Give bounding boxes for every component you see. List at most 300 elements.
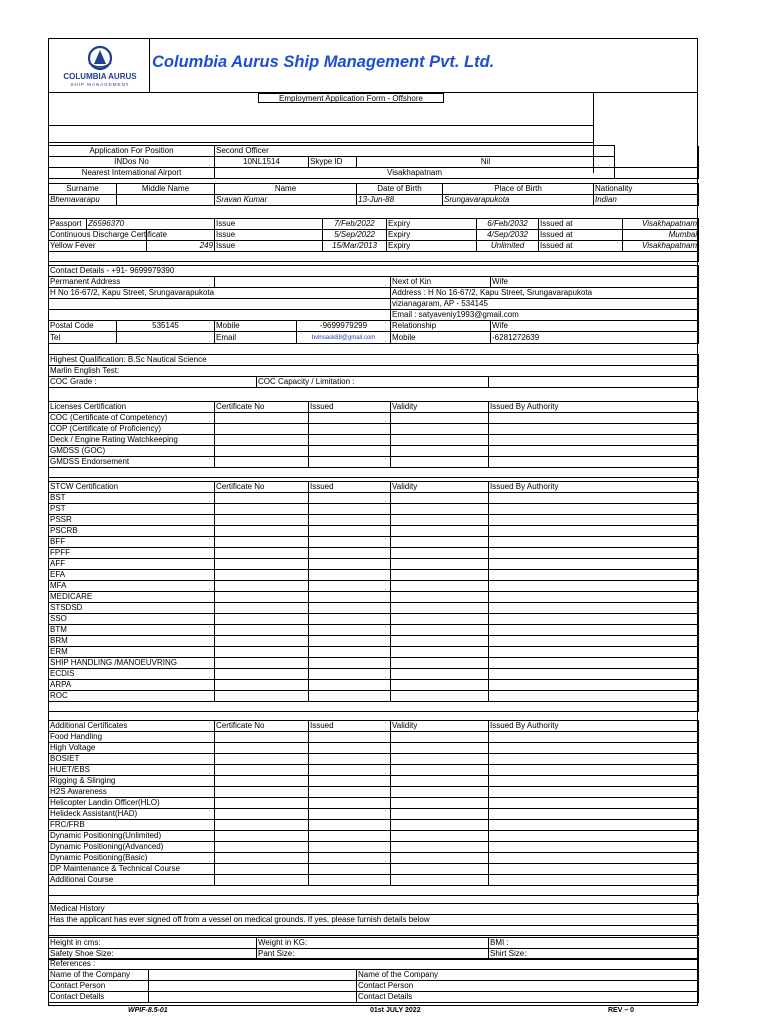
cert-row — [49, 842, 699, 853]
cert-cell — [215, 853, 309, 864]
cert-cell — [489, 614, 699, 625]
cert-cell — [489, 457, 699, 468]
cert-row — [49, 424, 699, 435]
cert-cell — [489, 743, 699, 754]
rule — [48, 125, 593, 126]
cert-cell — [215, 864, 309, 875]
cert-cell — [215, 424, 309, 435]
cert-row — [49, 798, 699, 809]
form-revision: REV – 0 — [608, 1007, 635, 1014]
cert-cell — [309, 875, 391, 886]
expiry-date: 4/Sep/2032 — [477, 230, 539, 241]
email-value: bvlnsask88@gmail.com — [311, 335, 376, 341]
coc-capacity: COC Capacity / Limitation : — [257, 377, 489, 388]
cert-cell — [215, 831, 309, 842]
cert-cell — [309, 658, 391, 669]
cert-cell — [215, 625, 309, 636]
blank-cell — [49, 468, 699, 478]
cert-cell — [391, 820, 489, 831]
cert-cell — [391, 776, 489, 787]
mobile-label: Mobile — [215, 321, 297, 332]
cert-cell — [215, 636, 309, 647]
cert-cell — [309, 809, 391, 820]
cert-name: ECDIS — [49, 669, 215, 680]
medical-history-title: Medical History — [49, 904, 699, 915]
cert-cell — [215, 743, 309, 754]
cert-cell — [309, 457, 391, 468]
cert-cell — [309, 680, 391, 691]
blank-cell — [489, 377, 699, 388]
email-label: Email — [215, 332, 297, 344]
cert-cell — [489, 820, 699, 831]
cert-name: DP Maintenance & Technical Course — [49, 864, 215, 875]
cert-cell — [215, 548, 309, 559]
logo-subtext: SHIP MANAGEMENT — [70, 82, 130, 87]
cert-cell — [391, 493, 489, 504]
document-number: Z6596370 — [87, 219, 215, 230]
expiry-label: Expiry — [387, 219, 477, 230]
cert-name: SHIP HANDLING /MANOEUVRING — [49, 658, 215, 669]
cert-row — [49, 732, 699, 743]
cert-row — [49, 853, 699, 864]
cert-name: ERM — [49, 647, 215, 658]
cert-row — [49, 765, 699, 776]
cert-cell — [391, 559, 489, 570]
cert-cell — [391, 435, 489, 446]
cert-row — [49, 754, 699, 765]
cert-cell — [489, 537, 699, 548]
blank-cell — [149, 970, 357, 981]
cert-cell — [489, 413, 699, 424]
indos-value: 10NL1514 — [215, 157, 309, 168]
cert-cell — [391, 864, 489, 875]
skype-label: Skype ID — [309, 157, 357, 168]
cert-cell — [309, 765, 391, 776]
cert-cell — [309, 446, 391, 457]
cert-cell — [489, 842, 699, 853]
skype-value: Nil — [357, 157, 615, 168]
issued-at-label: Issued at — [539, 241, 623, 252]
pant-size-label: Pant Size: — [257, 949, 489, 960]
ref1-details-label: Contact Details — [49, 992, 149, 1003]
cert-name: PSSR — [49, 515, 215, 526]
cert-cell — [391, 875, 489, 886]
issue-label: Issue — [215, 230, 323, 241]
cert-name: BTM — [49, 625, 215, 636]
cert-cell — [391, 570, 489, 581]
cert-cell — [309, 504, 391, 515]
middle-name-value — [117, 195, 215, 206]
expiry-date: Unlimited — [477, 241, 539, 252]
form-footer — [48, 1006, 698, 1016]
indos-label: INDos No — [49, 157, 215, 168]
cert-cell — [391, 603, 489, 614]
cert-cell — [309, 853, 391, 864]
cert-cell — [309, 831, 391, 842]
form-date: 01st JULY 2022 — [370, 1007, 421, 1014]
cert-cell — [391, 798, 489, 809]
cert-cell — [391, 853, 489, 864]
name-table — [48, 183, 699, 206]
bmi-label: BMI : — [489, 938, 699, 949]
additional-table — [48, 720, 699, 896]
blank-cell — [49, 886, 699, 896]
cert-cell — [391, 647, 489, 658]
blank-cell — [615, 168, 699, 179]
surname-value: Bhemavarapu — [49, 195, 117, 206]
cert-cell — [391, 504, 489, 515]
expiry-label: Expiry — [387, 241, 477, 252]
cert-row — [49, 636, 699, 647]
cert-cell — [309, 787, 391, 798]
cert-name: STSDSD — [49, 603, 215, 614]
cert-cell — [489, 435, 699, 446]
kin-address-line2: vizianagaram, AP - 534145 — [391, 299, 699, 310]
cert-cell — [215, 875, 309, 886]
cert-cell — [391, 424, 489, 435]
col-issued: Issued — [309, 482, 391, 493]
cert-name: MFA — [49, 581, 215, 592]
col-validity: Validity — [391, 402, 489, 413]
cert-cell — [309, 743, 391, 754]
cert-name: BRM — [49, 636, 215, 647]
cert-name: HUET/EBS — [49, 765, 215, 776]
marlin-test: Marlin English Test: — [49, 366, 699, 377]
col-cert-no: Certificate No — [215, 402, 309, 413]
cert-cell — [489, 504, 699, 515]
ref2-details-label: Contact Details — [357, 992, 699, 1003]
cert-cell — [215, 842, 309, 853]
cert-cell — [489, 864, 699, 875]
cert-cell — [215, 776, 309, 787]
references-table — [48, 958, 699, 1003]
cert-cell — [309, 424, 391, 435]
issue-label: Issue — [215, 241, 323, 252]
medical-question: Has the applicant has ever signed off from a vessel on medical grounds. If yes, please furnish details below — [49, 915, 699, 926]
kin-email: Email : satyaveniy1993@gmail.com — [391, 310, 699, 321]
cert-cell — [489, 570, 699, 581]
tel-label: Tel — [49, 332, 117, 344]
col-authority: Issued By Authority — [489, 402, 699, 413]
cert-cell — [309, 548, 391, 559]
cert-row — [49, 435, 699, 446]
blank-cell — [215, 277, 391, 288]
cert-cell — [309, 435, 391, 446]
cert-name: High Voltage — [49, 743, 215, 754]
cert-row — [49, 691, 699, 702]
cert-row — [49, 820, 699, 831]
cert-name: ROC — [49, 691, 215, 702]
cert-cell — [215, 614, 309, 625]
cert-cell — [489, 548, 699, 559]
cert-cell — [489, 647, 699, 658]
shoe-size-label: Safety Shoe Size: — [49, 949, 257, 960]
cert-name: Additional Course — [49, 875, 215, 886]
rule — [48, 142, 593, 143]
contact-details: Contact Details - +91- 9699979390 — [49, 266, 699, 277]
kin-address-line1: Address : H No 16-67/2, Kapu Street, Srungavarapukota — [391, 288, 699, 299]
cert-cell — [489, 581, 699, 592]
relationship-value: Wife — [491, 321, 699, 332]
cert-cell — [489, 493, 699, 504]
dob-label: Date of Birth — [357, 184, 443, 195]
form-title: Employment Application Form - Offshore — [258, 93, 444, 103]
cert-row — [49, 658, 699, 669]
blank-cell — [117, 332, 215, 344]
cert-row — [49, 831, 699, 842]
cert-name: FPFF — [49, 548, 215, 559]
cert-cell — [489, 603, 699, 614]
cert-cell — [489, 809, 699, 820]
document-number: 249 — [147, 241, 215, 252]
cert-row — [49, 603, 699, 614]
cert-cell — [489, 592, 699, 603]
header-divider — [149, 38, 150, 92]
cert-cell — [215, 732, 309, 743]
cert-name: Helicopter Landin Officer(HLO) — [49, 798, 215, 809]
nationality-label: Nationality — [594, 184, 699, 195]
cert-name: PSCRB — [49, 526, 215, 537]
cert-cell — [489, 798, 699, 809]
cert-row — [49, 515, 699, 526]
cert-name: COC (Certificate of Competency) — [49, 413, 215, 424]
cert-cell — [309, 647, 391, 658]
cert-header-row — [49, 482, 699, 493]
cert-cell — [489, 625, 699, 636]
blank-cell — [49, 702, 699, 712]
cert-cell — [215, 446, 309, 457]
cert-row — [49, 614, 699, 625]
cert-cell — [391, 548, 489, 559]
pob-label: Place of Birth — [443, 184, 594, 195]
blank-cell — [49, 299, 391, 310]
cert-name: Deck / Engine Rating Watchkeeping — [49, 435, 215, 446]
licenses-table — [48, 401, 699, 478]
cert-row — [49, 493, 699, 504]
name-value: Sravan Kumar — [215, 195, 357, 206]
cert-row — [49, 446, 699, 457]
logo-text: COLUMBIA AURUS — [63, 72, 137, 81]
airport-value: Visakhapatnam — [215, 168, 615, 179]
cert-cell — [215, 537, 309, 548]
issued-at-value: Visakhapatnam — [623, 219, 699, 230]
cert-cell — [391, 743, 489, 754]
cert-cell — [489, 526, 699, 537]
cert-header-row — [49, 721, 699, 732]
cert-name: BST — [49, 493, 215, 504]
cert-name: GMDSS Endorsement — [49, 457, 215, 468]
cert-cell — [215, 820, 309, 831]
blank-cell — [615, 146, 699, 157]
surname-label: Surname — [49, 184, 117, 195]
cert-name: Dynamic Positioning(Unlimited) — [49, 831, 215, 842]
cert-row — [49, 875, 699, 886]
col-issued: Issued — [309, 402, 391, 413]
issued-at-value: Visakhapatnam — [623, 241, 699, 252]
cert-cell — [215, 691, 309, 702]
stcw-table — [48, 481, 699, 712]
col-cert-no: Certificate No — [215, 482, 309, 493]
cert-cell — [391, 732, 489, 743]
cert-cell — [309, 515, 391, 526]
cert-row — [49, 504, 699, 515]
cert-name: BFF — [49, 537, 215, 548]
blank-cell — [49, 926, 699, 936]
cert-name: BOSIET — [49, 754, 215, 765]
cert-cell — [489, 732, 699, 743]
blank-cell — [615, 157, 699, 168]
cert-name: Food Handling — [49, 732, 215, 743]
cert-cell — [309, 570, 391, 581]
cert-name: ARPA — [49, 680, 215, 691]
contact-table — [48, 265, 699, 344]
cert-cell — [215, 680, 309, 691]
cert-row — [49, 680, 699, 691]
cert-cell — [215, 515, 309, 526]
cert-cell — [309, 493, 391, 504]
cert-cell — [391, 809, 489, 820]
cert-cell — [309, 754, 391, 765]
cert-cell — [391, 413, 489, 424]
cert-cell — [489, 559, 699, 570]
cert-cell — [215, 592, 309, 603]
cert-cell — [391, 592, 489, 603]
cert-cell — [215, 647, 309, 658]
application-form-page — [48, 38, 699, 1015]
cert-row — [49, 413, 699, 424]
cert-cell — [489, 776, 699, 787]
cert-cell — [215, 603, 309, 614]
document-row — [49, 219, 699, 230]
weight-label: Weight in KG: — [257, 938, 489, 949]
cert-cell — [215, 658, 309, 669]
cert-cell — [391, 526, 489, 537]
document-row — [49, 241, 699, 252]
cert-cell — [309, 636, 391, 647]
cert-row — [49, 581, 699, 592]
cert-cell — [309, 669, 391, 680]
cert-cell — [309, 732, 391, 743]
issued-at-value: Mumbai — [623, 230, 699, 241]
airport-label: Nearest International Airport — [49, 168, 215, 179]
cert-cell — [309, 691, 391, 702]
cert-cell — [309, 625, 391, 636]
position-value: Second Officer — [215, 146, 615, 157]
cert-cell — [489, 669, 699, 680]
issue-label: Issue — [215, 219, 323, 230]
blank-cell — [149, 981, 357, 992]
qualification-table — [48, 354, 699, 388]
cert-section-title: STCW Certification — [49, 482, 215, 493]
issue-date: 15/Mar/2013 — [323, 241, 387, 252]
next-of-kin-label: Next of Kin — [391, 277, 491, 288]
issued-at-label: Issued at — [539, 219, 623, 230]
cert-cell — [215, 435, 309, 446]
cert-cell — [391, 765, 489, 776]
cert-cell — [489, 875, 699, 886]
height-label: Height in cms: — [49, 938, 257, 949]
cert-cell — [391, 787, 489, 798]
dob-value: 13-Jun-88 — [357, 195, 443, 206]
blank-cell — [149, 992, 357, 1003]
col-issued: Issued — [309, 721, 391, 732]
middle-name-label: Middle Name — [117, 184, 215, 195]
cert-cell — [215, 754, 309, 765]
cert-header-row — [49, 402, 699, 413]
company-logo — [60, 44, 140, 88]
cert-cell — [391, 831, 489, 842]
cert-cell — [391, 842, 489, 853]
cert-row — [49, 592, 699, 603]
body-table — [48, 937, 699, 960]
form-code: WPIF-8.5-01 — [128, 1007, 168, 1014]
expiry-date: 6/Feb/2032 — [477, 219, 539, 230]
cert-row — [49, 526, 699, 537]
cert-cell — [215, 559, 309, 570]
cert-cell — [309, 842, 391, 853]
cert-cell — [391, 636, 489, 647]
cert-cell — [215, 570, 309, 581]
cert-row — [49, 559, 699, 570]
issue-date: 7/Feb/2022 — [323, 219, 387, 230]
col-validity: Validity — [391, 482, 489, 493]
cert-row — [49, 776, 699, 787]
cert-name: Dynamic Positioning(Basic) — [49, 853, 215, 864]
cert-row — [49, 864, 699, 875]
cert-cell — [391, 680, 489, 691]
cert-cell — [489, 515, 699, 526]
form-header — [48, 38, 698, 92]
cert-name: PST — [49, 504, 215, 515]
issue-date: 5/Sep/2022 — [323, 230, 387, 241]
cert-name: MEDICARE — [49, 592, 215, 603]
document-label: Continuous Discharge Certificate — [50, 230, 167, 239]
ref1-company-label: Name of the Company — [49, 970, 149, 981]
cert-cell — [391, 581, 489, 592]
cert-name: GMDSS (GOC) — [49, 446, 215, 457]
cert-cell — [309, 592, 391, 603]
col-authority: Issued By Authority — [489, 721, 699, 732]
cert-cell — [391, 457, 489, 468]
cert-cell — [391, 446, 489, 457]
kin-mobile-label: Mobile — [391, 332, 491, 344]
cert-cell — [391, 515, 489, 526]
cert-cell — [309, 413, 391, 424]
issued-at-label: Issued at — [539, 230, 623, 241]
cert-cell — [391, 625, 489, 636]
relationship-label: Relationship — [391, 321, 491, 332]
cert-cell — [309, 537, 391, 548]
col-authority: Issued By Authority — [489, 482, 699, 493]
cert-row — [49, 570, 699, 581]
cert-cell — [489, 636, 699, 647]
mobile-value: -9699979299 — [297, 321, 391, 332]
cert-name: AFF — [49, 559, 215, 570]
cert-row — [49, 787, 699, 798]
cert-cell — [215, 669, 309, 680]
cert-cell — [309, 581, 391, 592]
cert-name: FRC/FRB — [49, 820, 215, 831]
cert-name: Helideck Assistant(HAD) — [49, 809, 215, 820]
next-of-kin-value: Wife — [491, 277, 699, 288]
permanent-address-value: H No 16-67/2, Kapu Street, Srungavarapukota — [49, 288, 391, 299]
cert-cell — [309, 526, 391, 537]
cert-row — [49, 743, 699, 754]
cert-name: H2S Awareness — [49, 787, 215, 798]
pob-value: Srungavarapukota — [443, 195, 594, 206]
postal-code-value: 535145 — [117, 321, 215, 332]
cert-section-title: Additional Certificates — [49, 721, 215, 732]
